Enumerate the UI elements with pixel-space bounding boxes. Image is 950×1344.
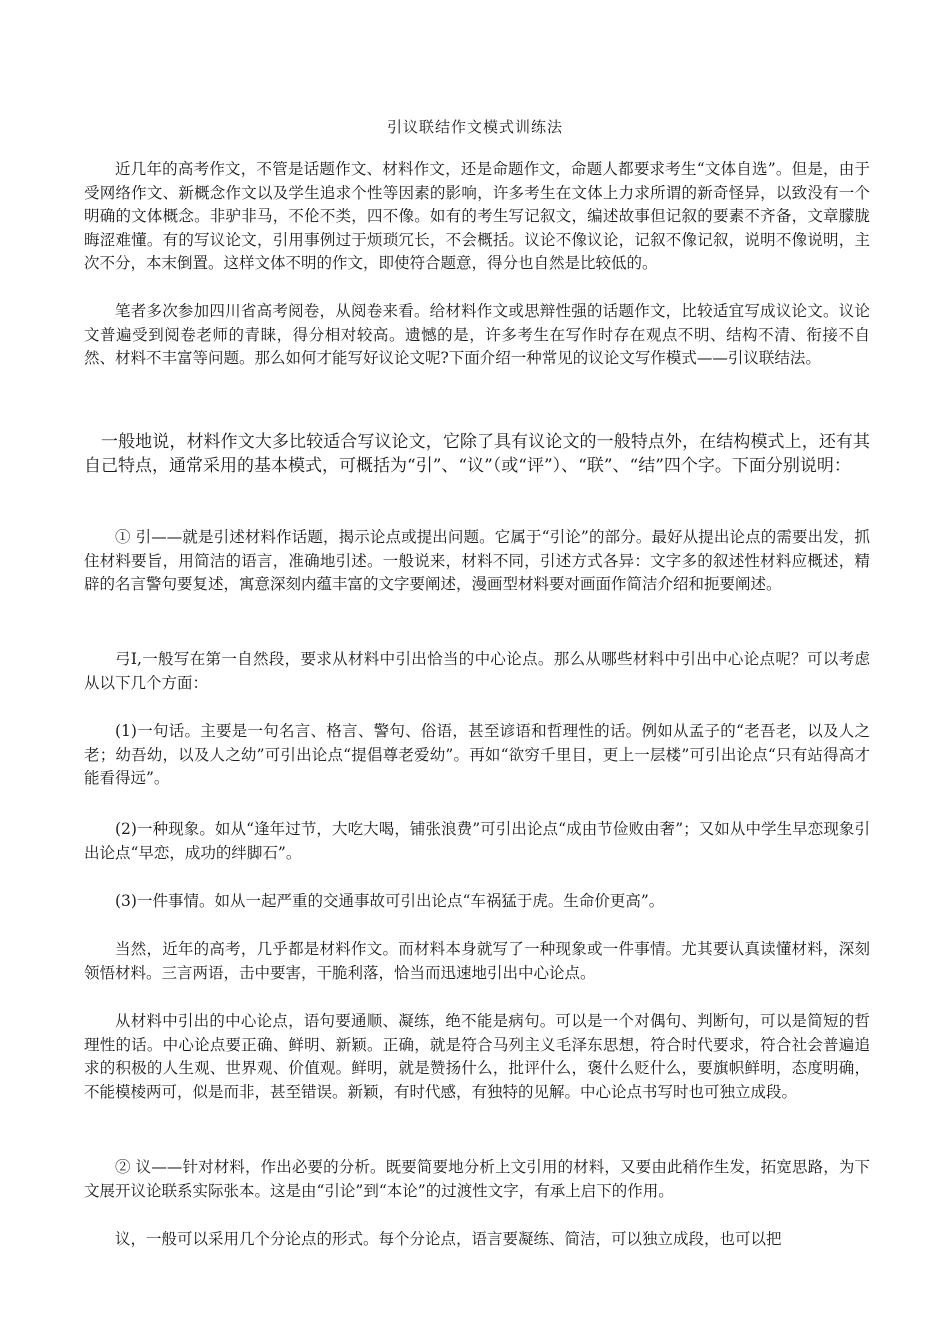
paragraph-item-3: (3)一件事情。如从一起严重的交通事故可引出论点“车祸猛于虎。生命价更高”。	[115, 892, 665, 910]
paragraph-item-2: (2)一种现象。如从“逢年过节，大吃大喝，铺张浪费”可引出论点“成由节俭败由奢”；又如从中学生早恋现象引出论点“早恋，成功的绊脚石”。	[84, 820, 870, 862]
paragraph-yi-definition: ② 议——针对材料，作出必要的分析。既要简要地分析上文引用的材料，又要由此稍作生发，拓宽思路，为下文展开议论联系实际张本。这是由“引论”到“本论”的过渡性文字，有承上启下的作用。	[84, 1158, 870, 1200]
paragraph-author-view: 笔者多次参加四川省高考阅卷，从阅卷来看。给材料作文或思辩性强的话题作文，比较适宜写成议论文。议论文普遍受到阅卷老师的青睐，得分相对较高。遗憾的是，许多考生在写作时存在观点不明、结构不清、衔接不自然、材料不丰富等问题。那么如何才能写好议论文呢?下面介绍一种常见的议论文写作模式——引议联结法。	[84, 302, 870, 367]
document-title: 引议联结作文模式训练法	[386, 118, 563, 136]
paragraph-material-note: 当然，近年的高考，几乎都是材料作文。而材料本身就写了一种现象或一件事情。尤其要认真读懂材料，深刻领悟材料。三言两语，击中要害，干脆利落，恰当而迅速地引出中心论点。	[84, 940, 870, 982]
paragraph-yi-form: 议，一般可以采用几个分论点的形式。每个分论点，语言要凝练、简洁，可以独立成段，也可以把	[115, 1230, 782, 1248]
paragraph-yin-definition: ① 引——就是引述材料作话题，揭示论点或提出问题。它属于“引论”的部分。最好从提出论点的需要出发，抓住材料要旨，用简洁的语言，准确地引述。一般说来，材料不同，引述方式各异：文字多的叙述性材料应概述，精辟的名言警句要复述，寓意深刻内蕴丰富的文字要阐述，漫画型材料要对画面作简洁介绍和扼要阐述。	[84, 528, 870, 593]
paragraph-central-argument: 从材料中引出的中心论点，语句要通顺、凝练，绝不能是病句。可以是一个对偶句、判断句，可以是简短的哲理性的话。中心论点要正确、鲜明、新颖。正确，就是符合马列主义毛泽东思想，符合时代要求，符合社会普遍追求的积极的人生观、世界观、价值观。鲜明，就是赞扬什么，批评什么，褒什么贬什么，要旗帜鲜明，态度明确，不能模棱两可，似是而非，甚至错误。新颖，有时代感，有独特的见解。中心论点书写时也可独立成段。	[84, 1012, 870, 1101]
paragraph-general-model: 一般地说，材料作文大多比较适合写议论文，它除了具有议论文的一般特点外，在结构模式上，还有其自己特点，通常采用的基本模式，可概括为“引”、“议”（或“评”）、“联”、“结”四个字。下面分别说明：	[84, 432, 870, 476]
paragraph-yin-position: 弓I,一般写在第一自然段，要求从材料中引出恰当的中心论点。那么从哪些材料中引出中心论点呢？可以考虑从以下几个方面：	[84, 650, 870, 692]
paragraph-item-1: (1)一句话。主要是一句名言、格言、警句、俗语，甚至谚语和哲理性的话。例如从孟子的“老吾老，以及人之老；幼吾幼，以及人之幼”可引出论点“提倡尊老爱幼”。再如“欲穷千里目，更上一层楼”可引出论点“只有站得高才能看得远”。	[84, 722, 870, 787]
paragraph-intro: 近几年的高考作文，不管是话题作文、材料作文，还是命题作文，命题人都要求考生“文体自选”。但是，由于受网络作文、新概念作文以及学生追求个性等因素的影响，许多考生在文体上力求所谓的新奇怪异，以致没有一个明确的文体概念。非驴非马，不伦不类，四不像。如有的考生写记叙文，编述故事但记叙的要素不齐备，文章朦胧晦涩难懂。有的写议论文，引用事例过于烦琐冗长，不会概括。议论不像议论，记叙不像记叙，说明不像说明，主次不分，本末倒置。这样文体不明的作文，即使符合题意，得分也自然是比较低的。	[84, 160, 870, 272]
